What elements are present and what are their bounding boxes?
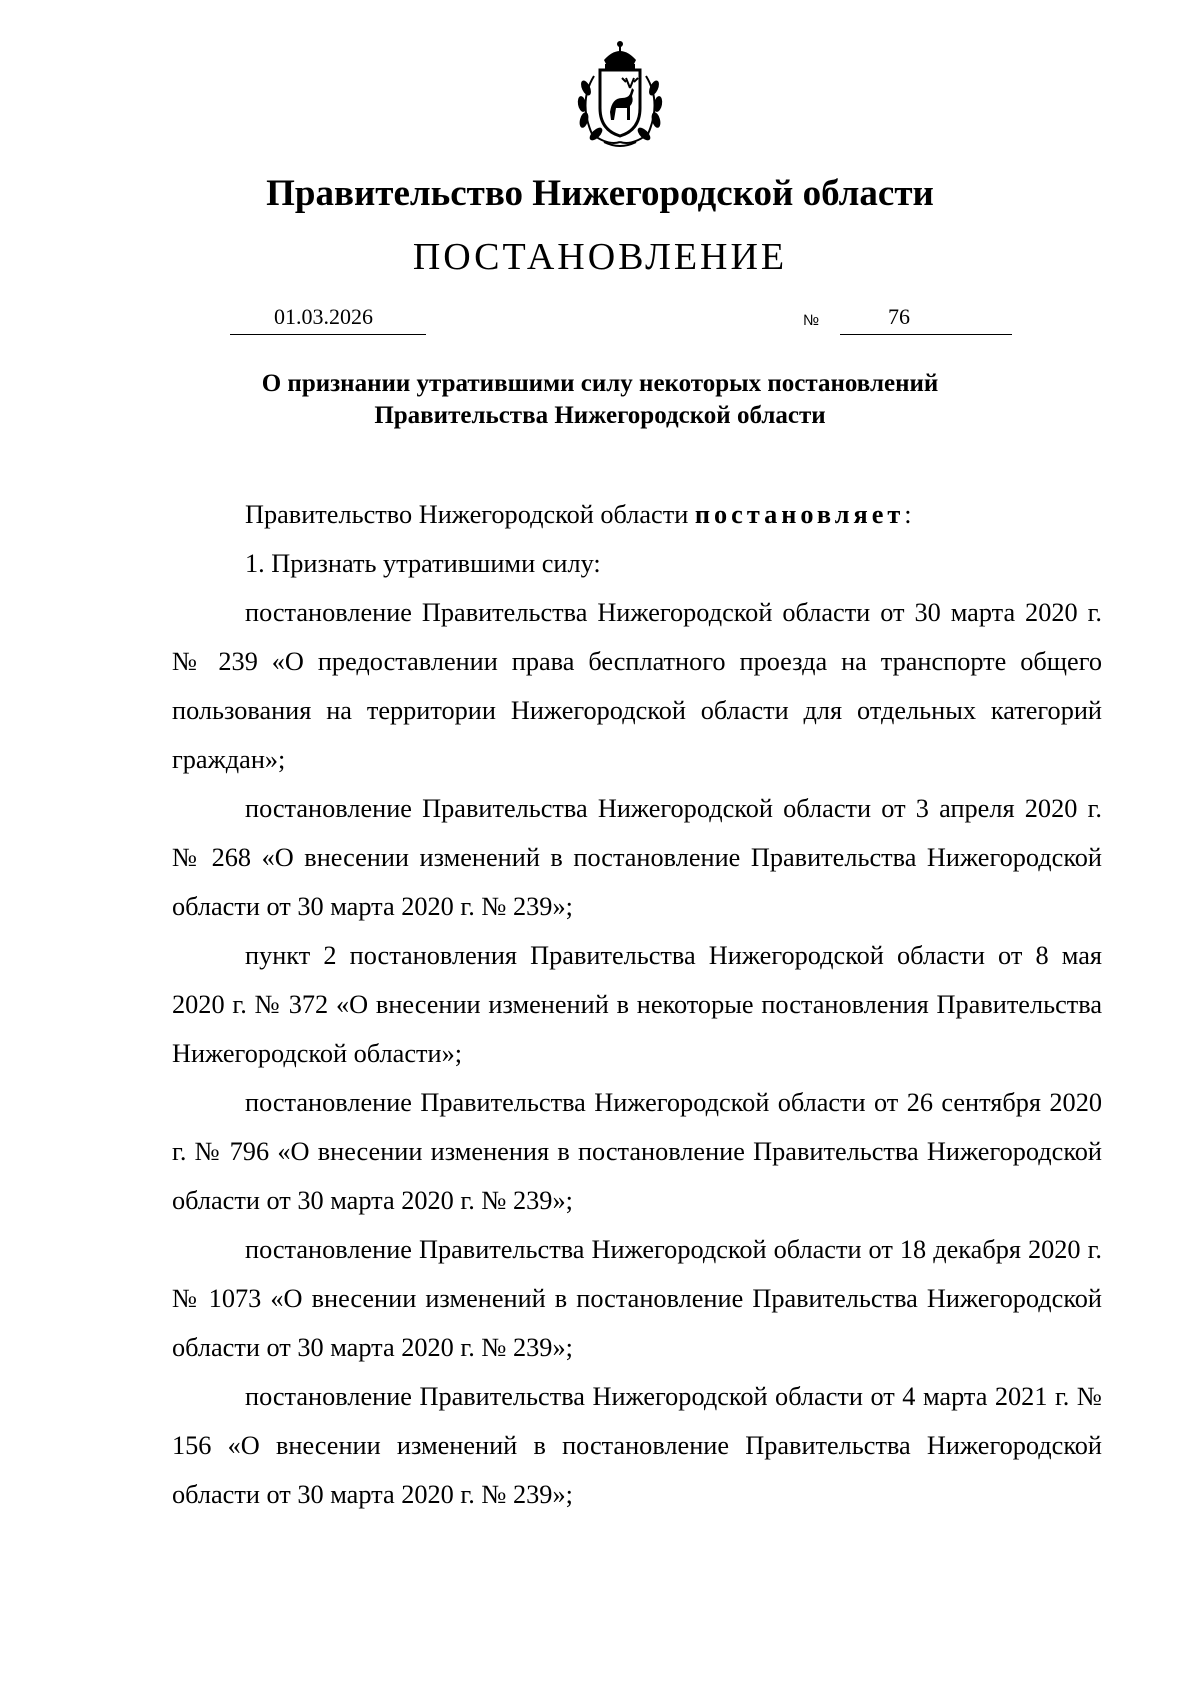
paragraph-6: постановление Правительства Нижегородской области от 18 декабря 2020 г. № 1073 «О внесении изменений в постановление Правительства Нижегородской области от 30 марта 2020 г. № 239»;	[172, 1235, 1102, 1362]
document-type: ПОСТАНОВЛЕНИЕ	[412, 236, 788, 278]
paragraph-4: пункт 2 постановления Правительства Нижегородской области от 8 мая 2020 г. № 372 «О внесении изменений в некоторые постановления Правительства Нижегородской области»;	[172, 941, 1102, 1068]
document-date: 01.03.2026	[274, 304, 373, 329]
organization-title: Правительство Нижегородской области	[266, 173, 934, 214]
preamble	[172, 490, 1102, 539]
coat-of-arms-icon	[564, 38, 676, 150]
paragraph-2: постановление Правительства Нижегородской области от 30 марта 2020 г. № 239 «О предоставлении права бесплатного проезда на транспорте общего пользования на территории Нижегородской области для отдельных категорий граждан»;	[172, 598, 1102, 774]
number-sign: №	[803, 312, 820, 329]
preamble-start: Правительство Нижегородской области	[245, 500, 695, 529]
preamble-end: :	[904, 500, 912, 529]
paragraph-7: постановление Правительства Нижегородской области от 4 марта 2021 г. № 156 «О внесении изменений в постановление Правительства Нижегородской области от 30 марта 2020 г. № 239»;	[172, 1382, 1102, 1509]
document-date-field	[230, 303, 426, 335]
paragraph-1: 1. Признать утратившими силу:	[245, 549, 601, 578]
document-number: 76	[888, 304, 910, 329]
paragraph-3: постановление Правительства Нижегородской области от 3 апреля 2020 г. № 268 «О внесении изменений в постановление Правительства Нижегородской области от 30 марта 2020 г. № 239»;	[172, 794, 1102, 921]
preamble-verb: постановляет	[694, 500, 905, 529]
document-body	[172, 490, 1102, 1519]
document-number-field	[840, 303, 1012, 335]
subject-line-1: О признании утратившими силу некоторых постановлений	[261, 370, 939, 397]
paragraph-5: постановление Правительства Нижегородской области от 26 сентября 2020 г. № 796 «О внесении изменения в постановление Правительства Нижегородской области от 30 марта 2020 г. № 239»;	[172, 1088, 1102, 1215]
subject-line-2: Правительства Нижегородской области	[374, 402, 826, 429]
document-subject	[0, 368, 1200, 432]
